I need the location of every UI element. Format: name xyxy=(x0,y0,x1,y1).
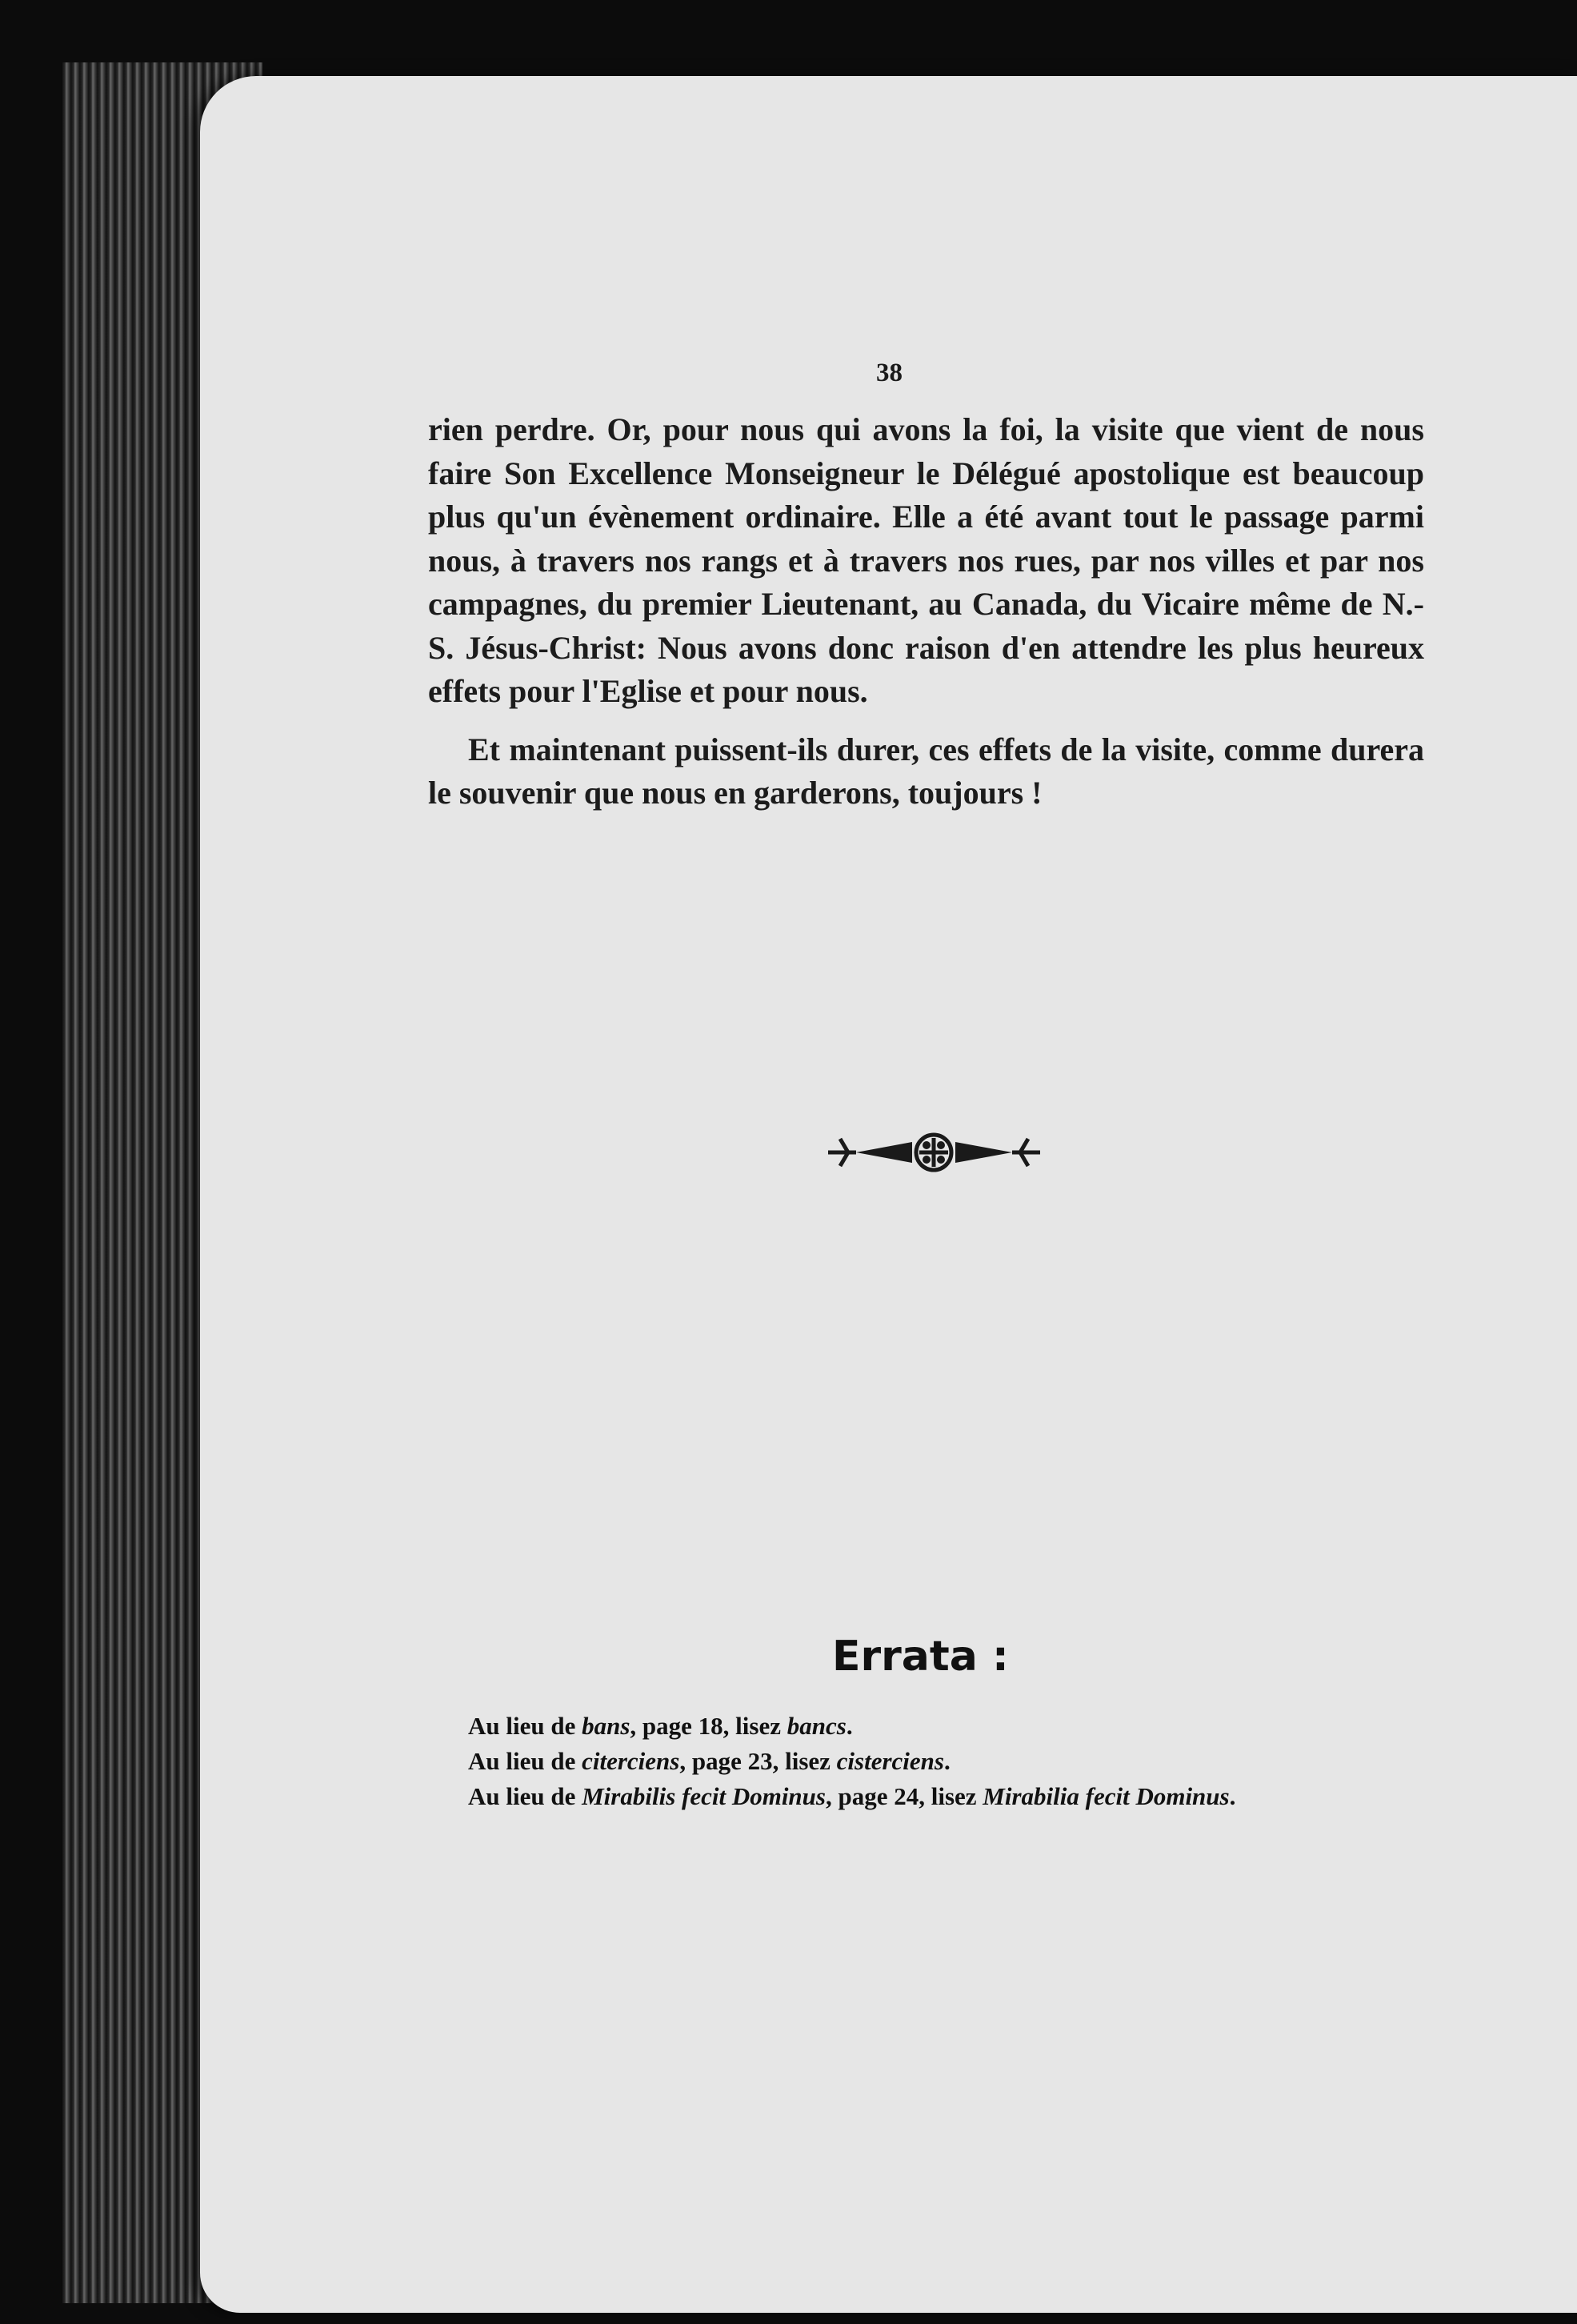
paragraph-1: rien perdre. Or, pour nous qui avons la foi, la visite que vient de nous faire Son Excellence Monseigneur le Délégué apostolique est beaucoup plus qu'un évènement ordinaire. Elle a été avant tout le passage parmi nous, à travers nos rangs et à travers nos rues, par nos villes et par nos campagnes, du premier Lieutenant, au Canada, du Vicaire même de N.-S. Jésus-Christ: Nous avons donc raison d'en attendre les plus heureux effets pour l'Eglise et pour nous. xyxy=(428,411,1424,709)
paragraph-2: Et maintenant puissent-ils durer, ces effets de la visite, comme durera le souvenir que nous en garderons, toujours ! xyxy=(428,731,1424,811)
body-text xyxy=(428,408,1424,815)
errata-entry: Au lieu de citerciens, page 23, lisez cisterciens. xyxy=(468,1747,951,1775)
errata-list xyxy=(468,1709,1540,1814)
errata-entry: Au lieu de Mirabilis fecit Dominus, page 24, lisez Mirabilia fecit Dominus. xyxy=(468,1782,1236,1810)
page-number: 38 xyxy=(876,359,903,387)
errata-title: Errata : xyxy=(832,1633,1009,1681)
errata-entry: Au lieu de bans, page 18, lisez bancs. xyxy=(468,1712,853,1740)
ornament-divider xyxy=(824,1124,1044,1180)
